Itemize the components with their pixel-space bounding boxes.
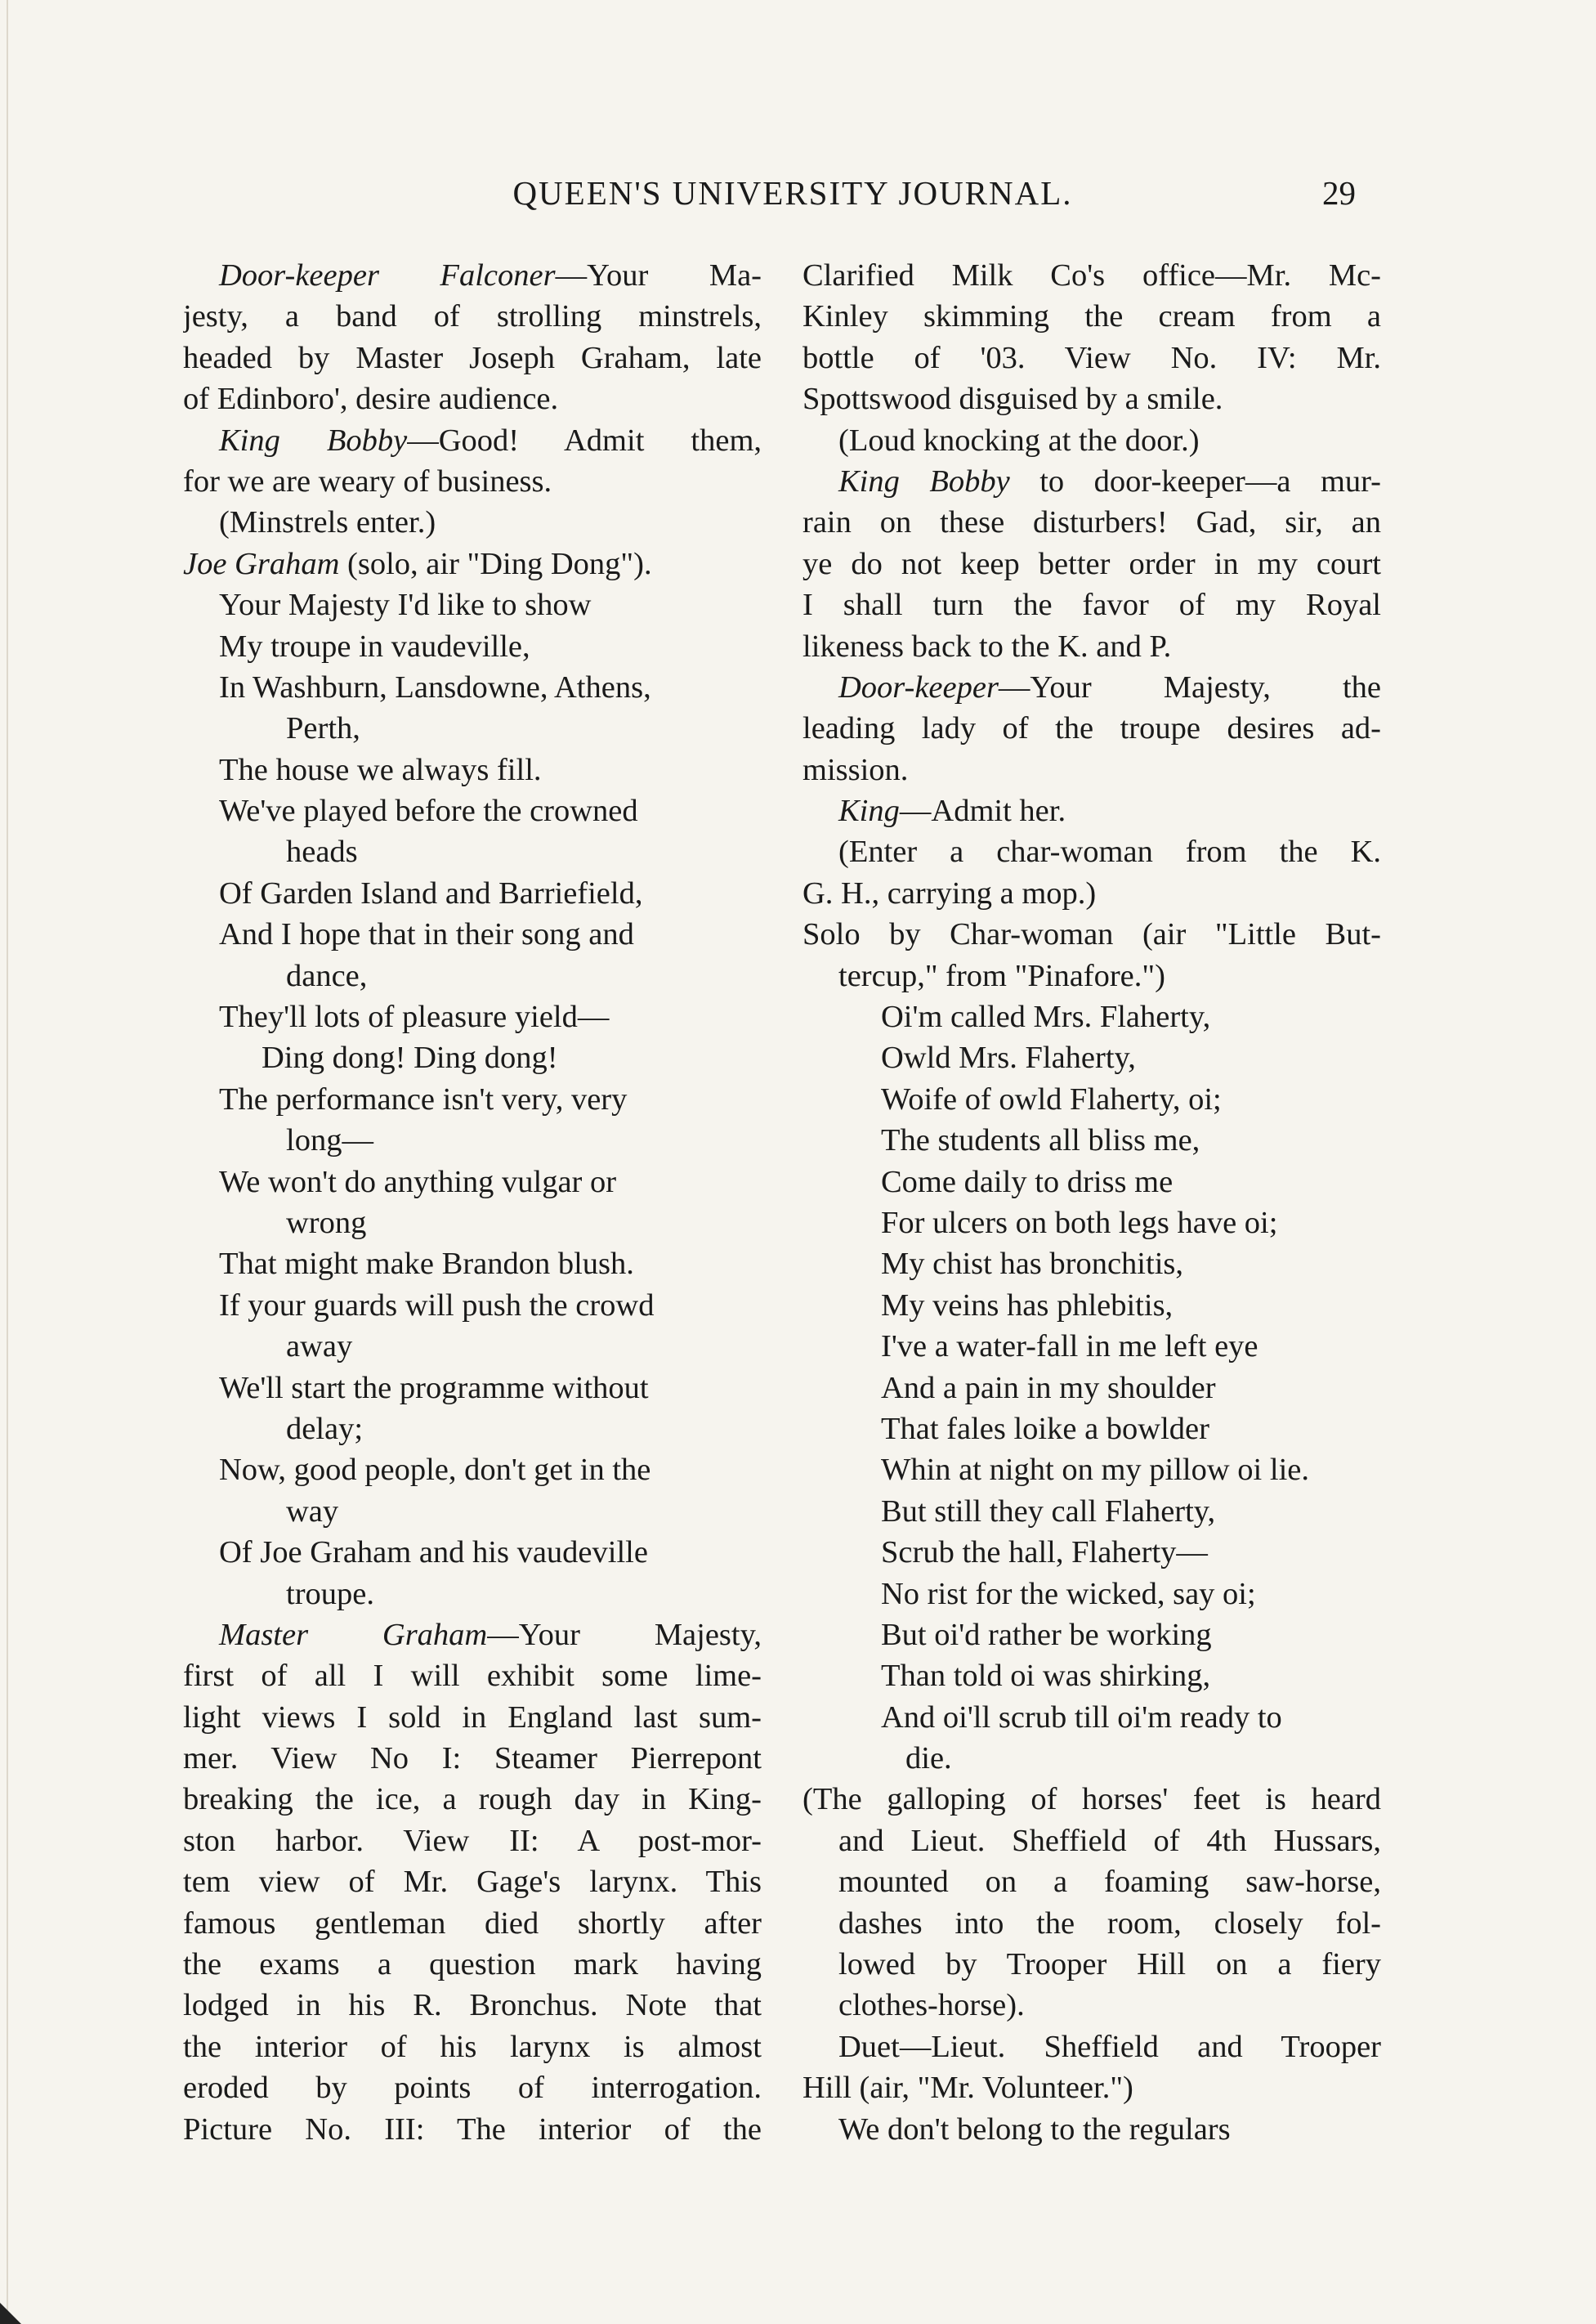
text-line	[802, 1202, 1381, 1243]
line-text: And a pain in my shoulder	[881, 1370, 1216, 1405]
line-text: mer. View No I: Steamer Pierrepont	[183, 1741, 762, 1776]
left-column	[183, 255, 762, 2150]
line-text: dance,	[286, 958, 368, 993]
text-line	[183, 1285, 762, 1326]
text-line	[183, 338, 762, 378]
line-text: the exams a question mark having	[183, 1947, 762, 1982]
line-text: The performance isn't very, very	[219, 1081, 628, 1117]
line-text: Hill (air, "Mr. Volunteer.")	[802, 2071, 1133, 2106]
text-line	[183, 956, 762, 996]
text-line	[802, 255, 1381, 296]
text-line	[802, 831, 1381, 872]
text-line	[183, 378, 762, 419]
text-line	[802, 461, 1381, 502]
line-text: breaking the ice, a rough day in King-	[183, 1782, 762, 1817]
line-text: But oi'd rather be working	[881, 1617, 1212, 1652]
line-text: My veins has phlebitis,	[881, 1287, 1174, 1323]
line-text: for we are weary of business.	[183, 463, 552, 499]
text-line	[183, 831, 762, 872]
text-line	[183, 1037, 762, 1078]
line-text: They'll lots of pleasure yield—	[219, 1000, 610, 1035]
text-line	[183, 502, 762, 543]
line-text: famous gentleman died shortly after	[183, 1905, 762, 1941]
text-line	[183, 1697, 762, 1738]
line-text: G. H., carrying a mop.)	[802, 875, 1097, 911]
text-line	[802, 1368, 1381, 1408]
text-line	[183, 914, 762, 955]
line-text: —Admit her.	[899, 794, 1066, 829]
line-text: tercup," from "Pinafore.")	[838, 958, 1165, 993]
line-text: wrong	[286, 1205, 367, 1240]
text-line	[802, 1285, 1381, 1326]
line-text: —Your Ma-	[555, 258, 762, 293]
text-line	[183, 1655, 762, 1696]
page-number: 29	[1322, 174, 1356, 212]
text-line	[183, 1491, 762, 1532]
text-line	[802, 2109, 1381, 2150]
text-line	[183, 420, 762, 461]
line-text: We don't belong to the regulars	[838, 2111, 1231, 2147]
text-line	[802, 1738, 1381, 1779]
text-line	[802, 584, 1381, 625]
line-text: (Enter a char-woman from the K.	[838, 835, 1381, 870]
text-line	[183, 1738, 762, 1779]
text-line	[802, 1408, 1381, 1449]
speaker-name: Door-keeper	[838, 669, 999, 705]
text-line	[802, 1449, 1381, 1490]
line-text: In Washburn, Lansdowne, Athens,	[219, 669, 651, 705]
text-line	[183, 584, 762, 625]
page-header	[0, 173, 1596, 222]
line-text: Oi'm called Mrs. Flaherty,	[881, 1000, 1211, 1035]
line-text: ston harbor. View II: A post-mor-	[183, 1823, 762, 1858]
text-line	[183, 1574, 762, 1614]
text-line	[802, 1037, 1381, 1078]
text-line	[802, 1985, 1381, 2026]
line-text: away	[286, 1329, 353, 1364]
text-line	[802, 1614, 1381, 1655]
line-text: The students all bliss me,	[881, 1123, 1200, 1158]
text-line	[183, 1985, 762, 2026]
line-text: die.	[905, 1741, 952, 1776]
line-text: Kinley skimming the cream from a	[802, 299, 1381, 334]
text-line	[802, 1903, 1381, 1944]
text-line	[802, 1779, 1381, 1820]
text-line	[802, 1120, 1381, 1161]
page-edge	[7, 0, 8, 2324]
text-line	[802, 1162, 1381, 1202]
text-line	[802, 790, 1381, 831]
text-line	[802, 1079, 1381, 1120]
line-text: bottle of '03. View No. IV: Mr.	[802, 340, 1381, 375]
line-text: dashes into the room, closely fol-	[838, 1905, 1381, 1941]
text-line	[183, 667, 762, 708]
text-line	[802, 1532, 1381, 1573]
line-text: My troupe in vaudeville,	[219, 629, 530, 664]
line-text: light views I sold in England last sum-	[183, 1699, 762, 1735]
text-line	[802, 378, 1381, 419]
text-line	[802, 1944, 1381, 1985]
line-text: tem view of Mr. Gage's larynx. This	[183, 1865, 762, 1900]
text-line	[802, 1861, 1381, 1902]
text-line	[183, 996, 762, 1037]
line-text: I've a water-fall in me left eye	[881, 1329, 1258, 1364]
line-text: (Loud knocking at the door.)	[838, 423, 1200, 458]
speaker-name: King Bobby	[219, 423, 408, 458]
line-text: Spottswood disguised by a smile.	[802, 382, 1223, 417]
line-text: We won't do anything vulgar or	[219, 1164, 617, 1199]
line-text: Than told oi was shirking,	[881, 1659, 1211, 1694]
line-text: Come daily to driss me	[881, 1164, 1174, 1199]
speaker-name: Joe Graham	[183, 546, 340, 581]
line-text: long—	[286, 1123, 373, 1158]
text-line	[183, 1120, 762, 1161]
text-line	[183, 2026, 762, 2067]
text-line	[183, 1861, 762, 1902]
line-text: If your guards will push the crowd	[219, 1287, 655, 1323]
text-line	[802, 996, 1381, 1037]
line-text: No rist for the wicked, say oi;	[881, 1576, 1256, 1611]
line-text: Clarified Milk Co's office—Mr. Mc-	[802, 258, 1381, 293]
line-text: —Your Majesty,	[487, 1617, 762, 1652]
line-text: of Edinboro', desire audience.	[183, 382, 559, 417]
line-text: Ding dong! Ding dong!	[262, 1041, 558, 1076]
line-text: mounted on a foaming saw-horse,	[838, 1865, 1381, 1900]
text-line	[183, 1903, 762, 1944]
corner-mark	[0, 2303, 21, 2324]
text-line	[802, 1243, 1381, 1284]
line-text: delay;	[286, 1411, 364, 1446]
line-text: rain on these disturbers! Gad, sir, an	[802, 505, 1381, 540]
line-text: The house we always fill.	[219, 752, 542, 787]
line-text: way	[286, 1493, 339, 1529]
text-line	[183, 1079, 762, 1120]
line-text: headed by Master Joseph Graham, late	[183, 340, 762, 375]
text-line	[183, 1202, 762, 1243]
line-text: leading lady of the troupe desires ad-	[802, 711, 1381, 746]
line-text: jesty, a band of strolling minstrels,	[183, 299, 762, 334]
text-line	[183, 1614, 762, 1655]
text-line	[802, 1491, 1381, 1532]
line-text: troupe.	[286, 1576, 374, 1611]
line-text: Of Garden Island and Barriefield,	[219, 875, 643, 911]
line-text: And I hope that in their song and	[219, 917, 634, 952]
text-line	[802, 2067, 1381, 2108]
line-text: For ulcers on both legs have oi;	[881, 1205, 1278, 1240]
right-column	[802, 255, 1381, 2150]
line-text: We've played before the crowned	[219, 794, 638, 829]
text-line	[802, 296, 1381, 337]
line-text: That might make Brandon blush.	[219, 1247, 634, 1282]
line-text: My chist has bronchitis,	[881, 1247, 1183, 1282]
text-line	[802, 502, 1381, 543]
text-line	[183, 1449, 762, 1490]
text-line	[802, 1820, 1381, 1861]
line-text: —Good! Admit them,	[407, 423, 762, 458]
text-line	[183, 1408, 762, 1449]
text-line	[802, 1697, 1381, 1738]
line-text: lowed by Trooper Hill on a fiery	[838, 1947, 1381, 1982]
text-line	[802, 544, 1381, 584]
line-text: the interior of his larynx is almost	[183, 2029, 762, 2064]
running-title: QUEEN'S UNIVERSITY JOURNAL.	[512, 174, 1073, 212]
line-text: eroded by points of interrogation.	[183, 2071, 762, 2106]
line-text: Woife of owld Flaherty, oi;	[881, 1081, 1222, 1117]
text-line	[183, 544, 762, 584]
text-line	[183, 461, 762, 502]
text-line	[183, 2067, 762, 2108]
line-text: Picture No. III: The interior of the	[183, 2111, 762, 2147]
line-text: Owld Mrs. Flaherty,	[881, 1041, 1136, 1076]
line-text: likeness back to the K. and P.	[802, 629, 1172, 664]
text-line	[802, 1326, 1381, 1367]
text-line	[802, 914, 1381, 955]
line-text: And oi'll scrub till oi'm ready to	[881, 1699, 1282, 1735]
line-text: Perth,	[286, 711, 360, 746]
line-text: (Minstrels enter.)	[219, 505, 436, 540]
text-line	[183, 1326, 762, 1367]
text-line	[183, 873, 762, 914]
text-line	[183, 1944, 762, 1985]
text-line	[183, 708, 762, 749]
text-line	[802, 338, 1381, 378]
text-line	[183, 790, 762, 831]
text-line	[802, 750, 1381, 790]
line-text: We'll start the programme without	[219, 1370, 649, 1405]
line-text: clothes-horse).	[838, 1988, 1025, 2023]
line-text: to door-keeper—a mur-	[1009, 463, 1381, 499]
text-line	[802, 956, 1381, 996]
text-line	[802, 626, 1381, 667]
line-text: first of all I will exhibit some lime-	[183, 1659, 762, 1694]
text-line	[183, 1779, 762, 1820]
line-text: Whin at night on my pillow oi lie.	[881, 1453, 1309, 1488]
text-line	[183, 626, 762, 667]
line-text: Scrub the hall, Flaherty—	[881, 1535, 1208, 1570]
line-text: That fales loike a bowlder	[881, 1411, 1209, 1446]
line-text: (solo, air "Ding Dong").	[339, 546, 652, 581]
speaker-name: Master Graham	[219, 1617, 488, 1652]
line-text: But still they call Flaherty,	[881, 1493, 1216, 1529]
line-text: lodged in his R. Bronchus. Note that	[183, 1988, 762, 2023]
line-text: and Lieut. Sheffield of 4th Hussars,	[838, 1823, 1381, 1858]
speaker-name: King Bobby	[838, 463, 1010, 499]
line-text: Now, good people, don't get in the	[219, 1453, 651, 1488]
line-text: mission.	[802, 752, 909, 787]
text-line	[183, 255, 762, 296]
line-text: —Your Majesty, the	[998, 669, 1381, 705]
text-line	[183, 750, 762, 790]
speaker-name: Door-keeper Falconer	[219, 258, 556, 293]
text-line	[183, 1162, 762, 1202]
text-line	[802, 420, 1381, 461]
line-text: Duet—Lieut. Sheffield and Trooper	[838, 2029, 1381, 2064]
text-line	[183, 1532, 762, 1573]
text-line	[802, 2026, 1381, 2067]
line-text: (The galloping of horses' feet is heard	[802, 1782, 1381, 1817]
text-line	[802, 1655, 1381, 1696]
line-text: Solo by Char-woman (air "Little But-	[802, 917, 1381, 952]
text-line	[802, 873, 1381, 914]
text-line	[802, 667, 1381, 708]
line-text: Of Joe Graham and his vaudeville	[219, 1535, 648, 1570]
text-line	[802, 708, 1381, 749]
line-text: Your Majesty I'd like to show	[219, 588, 592, 623]
text-line	[183, 1368, 762, 1408]
speaker-name: King	[838, 794, 900, 829]
line-text: heads	[286, 835, 358, 870]
line-text: I shall turn the favor of my Royal	[802, 588, 1381, 623]
text-line	[183, 296, 762, 337]
text-line	[183, 1243, 762, 1284]
text-line	[183, 2109, 762, 2150]
text-line	[183, 1820, 762, 1861]
line-text: ye do not keep better order in my court	[802, 546, 1381, 581]
text-line	[802, 1574, 1381, 1614]
